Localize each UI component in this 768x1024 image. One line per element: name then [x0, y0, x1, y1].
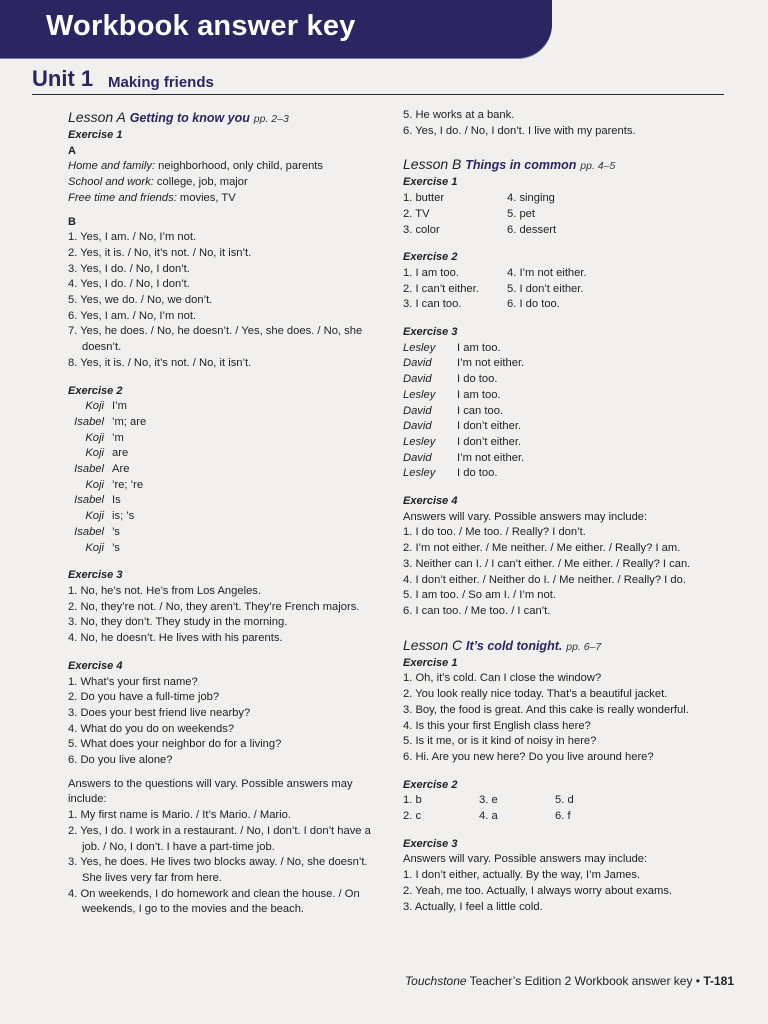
answer-line: 2. No, they’re not. / No, they aren’t. They’re French majors.	[68, 600, 360, 613]
answer-line: 2. I’m not either. / Me neither. / Me either. / Really? I am.	[403, 542, 681, 555]
dialogue-row: Koji are	[85, 447, 129, 460]
dialogue-row: Lesley I do too.	[403, 467, 498, 480]
answer-line: 6. Yes, I do. / No, I don’t. I live with my parents.	[403, 124, 636, 137]
answer-line: 6. I can too. / Me too. / I can’t.	[403, 604, 551, 617]
lesson-name: Lesson A	[68, 109, 126, 125]
answers-note: Answers will vary. Possible answers may include:	[403, 510, 648, 523]
answer-line: 2. Yes, it is. / No, it’s not. / No, it isn’t.	[68, 246, 252, 259]
book-title: Touchstone	[404, 974, 467, 988]
unit-title: Making friends	[108, 74, 214, 91]
answer-line: 8. Yes, it is. / No, it’s not. / No, it isn’t.	[68, 356, 252, 369]
answer-grid: 1. I am too. 4. I’m not either. 2. I can’t either. 5. I don’t either. 3. I can too. 6. I do too.	[403, 266, 587, 311]
exercise-heading: Exercise 4	[403, 495, 458, 508]
answer-line: 5. Is it me, or is it kind of noisy in here?	[403, 735, 597, 748]
answer-line: 5. Yes, we do. / No, we don’t.	[68, 294, 213, 307]
lesson-c-heading	[403, 636, 733, 656]
answers-note: Answers will vary. Possible answers may include:	[403, 853, 648, 866]
section-label: A	[68, 144, 76, 157]
dialogue-row: Lesley I am too.	[403, 388, 501, 401]
dialogue-row: Koji is; ’s	[85, 510, 135, 523]
exercise-heading: Exercise 3	[403, 326, 458, 339]
answer-line: 3. Boy, the food is great. And this cake is really wonderful.	[403, 703, 689, 716]
answer-line: 3. Does your best friend live nearby?	[68, 706, 251, 719]
answer-line: 4. On weekends, I do homework and clean the house. / On weekends, I go to the movies and the beach.	[68, 887, 360, 916]
answer-line: 4. Is this your first English class here?	[403, 719, 591, 732]
page-title: Workbook answer key	[46, 10, 356, 42]
answer-line: 3. Actually, I feel a little cold.	[403, 900, 543, 913]
dialogue-row: Isabel Are	[74, 463, 130, 476]
dialogue-row: Koji ’re; ’re	[85, 478, 144, 491]
lesson-title: Things in common	[465, 158, 577, 173]
answer-line: 1. Oh, it’s cold. Can I close the window?	[403, 672, 602, 685]
answer-grid: 1. butter 4. singing 2. TV 5. pet 3. color 6. dessert	[403, 192, 557, 236]
title-banner	[0, 0, 552, 58]
answer-line: 4. I don’t either. / Neither do I. / Me neither. / Really? I do.	[403, 573, 686, 586]
answer-line: 2. You look really nice today. That’s a beautiful jacket.	[403, 688, 668, 701]
answer-line: 6. Yes, I am. / No, I’m not.	[68, 309, 197, 322]
unit-number: Unit 1	[32, 66, 94, 91]
right-column	[403, 108, 733, 915]
dialogue-row: Isabel ’m; are	[74, 415, 147, 428]
dialogue-row: David I do too.	[403, 373, 498, 386]
answer-line: 2. Yeah, me too. Actually, I always worry about exams.	[403, 884, 673, 897]
answer-line: 7. Yes, he does. / No, he doesn’t. / Yes, she does. / No, she doesn’t.	[68, 325, 363, 354]
exercise-heading: Exercise 2	[403, 778, 458, 791]
answer-line: 6. Hi. Are you new here? Do you live around here?	[403, 750, 654, 763]
vocab-line: Free time and friends: movies, TV	[68, 191, 236, 204]
lesson-name: Lesson C	[403, 636, 463, 653]
lesson-pages: pp. 2–3	[253, 113, 289, 125]
dialogue-row: David I’m not either.	[403, 451, 525, 464]
section-label: B	[68, 215, 76, 228]
left-column	[68, 108, 390, 918]
answer-line: 3. Neither can I. / I can’t either. / Me either. / Really? I can.	[403, 557, 691, 570]
exercise-heading: Exercise 3	[403, 837, 458, 850]
vocab-line: School and work: college, job, major	[68, 176, 248, 189]
exercise-heading: Exercise 1	[403, 656, 458, 669]
exercise-heading: Exercise 4	[68, 659, 123, 672]
answer-line: 1. No, he’s not. He’s from Los Angeles.	[68, 584, 261, 597]
dialogue-row: Isabel ’s	[74, 525, 120, 538]
footer-text: Teacher’s Edition 2 Workbook answer key •	[466, 974, 704, 988]
dialogue-row: David I’m not either.	[403, 357, 525, 370]
answer-line: 4. No, he doesn’t. He lives with his parents.	[68, 632, 283, 645]
dialogue-row: Lesley I don’t either.	[403, 435, 522, 448]
dialogue-row: Koji ’s	[85, 541, 120, 554]
dialogue-row: Koji ’m	[85, 431, 124, 444]
answer-line: 1. Yes, I am. / No, I’m not.	[68, 231, 197, 244]
answer-line: 1. My first name is Mario. / It’s Mario. / Mario.	[68, 809, 291, 822]
page-number: T-181	[703, 974, 734, 988]
dialogue-row: Lesley I am too.	[403, 341, 501, 354]
answer-line: 5. What does your neighbor do for a living?	[68, 738, 282, 751]
answer-line: 3. Yes, he does. He lives two blocks away. / No, she doesn’t. She lives very far from here.	[68, 856, 368, 884]
dialogue-row: David I don’t either.	[403, 420, 522, 433]
answer-line: 2. Do you have a full-time job?	[68, 691, 220, 704]
answer-line: 1. I don’t either, actually. By the way, I’m James.	[403, 869, 641, 882]
vocab-line: Home and family: neighborhood, only child, parents	[68, 160, 323, 173]
answer-line: 3. Yes, I do. / No, I don’t.	[68, 262, 190, 275]
dialogue-row: Isabel Is	[74, 494, 121, 507]
exercise-heading: Exercise 3	[68, 569, 123, 582]
unit-header	[32, 66, 724, 95]
exercise-heading: Exercise 1	[403, 176, 458, 189]
answer-line: 2. Yes, I do. I work in a restaurant. / No, I don’t. I don’t have a job. / No, I don’t. I have a part-time job.	[68, 824, 371, 853]
exercise-heading: Exercise 2	[403, 251, 458, 264]
exercise-heading: Exercise 1	[68, 129, 123, 141]
dialogue-row: Koji I’m	[85, 400, 127, 413]
answer-grid: 1. b 3. e 5. d 2. c 4. a 6. f	[403, 794, 574, 823]
lesson-b-heading	[403, 155, 733, 175]
dialogue-row: David I can too.	[403, 404, 504, 417]
answer-line: 1. I do too. / Me too. / Really? I don’t.	[403, 526, 586, 539]
answer-line: 1. What’s your first name?	[68, 675, 198, 688]
answer-line: 5. He works at a bank.	[403, 109, 515, 121]
page-footer	[405, 974, 734, 988]
answer-line: 6. Do you live alone?	[68, 754, 173, 767]
answer-line: 3. No, they don’t. They study in the morning.	[68, 616, 288, 629]
lesson-title: It’s cold tonight.	[466, 638, 563, 653]
lesson-title: Getting to know you	[129, 111, 250, 125]
exercise-heading: Exercise 2	[68, 384, 123, 397]
lesson-a-heading	[68, 108, 390, 128]
lesson-pages: pp. 6–7	[566, 640, 602, 653]
answer-line: 4. Yes, I do. / No, I don’t.	[68, 278, 190, 291]
answer-line: 4. What do you do on weekends?	[68, 722, 235, 735]
lesson-pages: pp. 4–5	[580, 160, 616, 173]
answers-note: Answers to the questions will vary. Possible answers may include:	[68, 777, 353, 806]
lesson-name: Lesson B	[403, 156, 462, 173]
answer-line: 5. I am too. / So am I. / I’m not.	[403, 589, 556, 602]
